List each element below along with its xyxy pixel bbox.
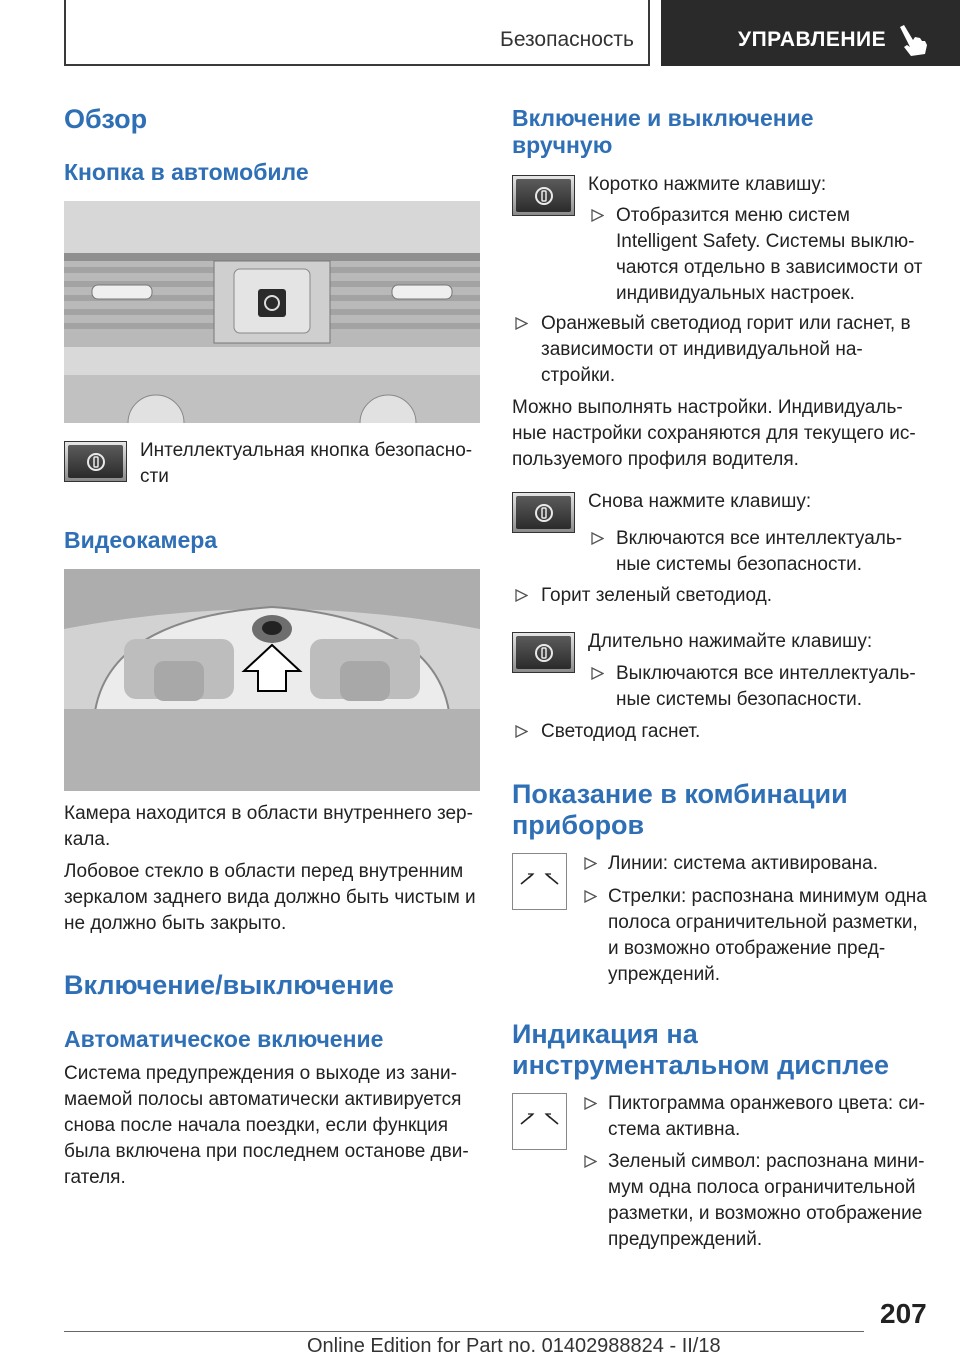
bullet-2-line-1: Оранжевый светодиод горит или гаснет, в [541, 313, 911, 334]
short-press-label: Коротко нажмите клавишу: [588, 174, 827, 195]
bullet-triangle-icon [584, 1155, 597, 1168]
button-subtitle: Кнопка в автомобиле [64, 159, 309, 185]
bullet-3-line-1: Включаются все интеллектуаль- [616, 528, 903, 549]
bullet-9-line-1: Пиктограмма оранжевого цвета: си- [608, 1093, 925, 1114]
bullet-8-line-2: полоса ограничительной разметки, [608, 912, 918, 933]
camera-text-line-1: Камера находится в области внутреннего зер- [64, 803, 473, 824]
safety-button-icon [512, 175, 575, 216]
auto-text-line-5: гателя. [64, 1167, 126, 1188]
settings-text-line-1: Можно выполнять настройки. Индивидуаль- [512, 397, 903, 418]
bullet-1-line-3: чаются отдельно в зависимости от [616, 257, 923, 278]
auto-text-line-3: снова после начала поездки, если функция [64, 1115, 449, 1136]
camera-text-line-2: кала. [64, 829, 111, 850]
safety-button-icon [512, 632, 575, 673]
display-title-line-1: Индикация на [512, 1019, 698, 1049]
bullet-4: Горит зеленый светодиод. [541, 585, 773, 606]
display-title-line-2: инструментальном дисплее [512, 1050, 890, 1080]
auto-text-line-2: маемой полосы автоматически активируется [64, 1089, 462, 1110]
settings-text-line-2: ные настройки сохраняются для текущего ис- [512, 423, 916, 444]
button-caption-line-2: сти [140, 466, 169, 487]
bullet-8-line-4: упреждений. [608, 964, 721, 985]
bullet-triangle-icon [591, 532, 604, 545]
lane-lines-icon [512, 1093, 567, 1150]
bullet-8-line-1: Стрелки: распознана минимум одна [608, 886, 927, 907]
overview-title: Обзор [64, 104, 148, 134]
lane-lines-icon [512, 853, 567, 910]
header-tab[interactable] [661, 0, 960, 66]
bullet-10-line-2: мум одна полоса ограничительной [608, 1177, 916, 1198]
bullet-9-line-2: стема активна. [608, 1119, 741, 1140]
bullet-1-line-1: Отобразится меню систем [616, 205, 850, 226]
page-number: 207 [880, 1298, 927, 1329]
again-press-label: Снова нажмите клавишу: [588, 491, 812, 512]
bullet-triangle-icon [584, 890, 597, 903]
bullet-2-line-3: стройки. [541, 365, 616, 386]
footer-edition: Online Edition for Part no. 01402988824 - II/18 [307, 1335, 721, 1357]
camera-subtitle: Видеокамера [64, 527, 218, 553]
bullet-triangle-icon [591, 209, 604, 222]
settings-text-line-3: пользуемого профиля водителя. [512, 449, 799, 470]
auto-text-line-1: Система предупреждения о выходе из зани- [64, 1063, 457, 1084]
bullet-2-line-2: зависимости от индивидуальной на- [541, 339, 863, 360]
bullet-1-line-2: Intelligent Safety. Системы выклю- [616, 231, 915, 252]
footer-rule [64, 1331, 864, 1332]
glass-text-line-1: Лобовое стекло в области перед внутренним [64, 861, 464, 882]
bullet-5-line-2: ные системы безопасности. [616, 689, 863, 710]
long-press-label: Длительно нажимайте клавишу: [588, 631, 873, 652]
bullet-triangle-icon [584, 1097, 597, 1110]
bullet-10-line-4: предупреждений. [608, 1229, 763, 1250]
bullet-10-line-3: разметки, и возможно отображение [608, 1203, 923, 1224]
bullet-5-line-1: Выключаются все интеллектуаль- [616, 663, 916, 684]
bullet-triangle-icon [515, 589, 528, 602]
safety-button-icon [512, 492, 575, 533]
header-tab-label: УПРАВЛЕНИЕ [738, 28, 887, 51]
bullet-triangle-icon [591, 667, 604, 680]
dashboard-button-photo [64, 201, 480, 423]
onoff-title: Включение/выключение [64, 970, 394, 1000]
bullet-triangle-icon [515, 725, 528, 738]
manual-title-line-1: Включение и выключение [512, 105, 814, 131]
camera-location-photo [64, 569, 480, 791]
bullet-7: Линии: система активирована. [608, 853, 878, 874]
safety-button-icon [64, 441, 127, 482]
bullet-8-line-3: и возможно отображение пред- [608, 938, 886, 959]
glass-text-line-3: не должно быть закрыто. [64, 913, 287, 934]
bullet-10-line-1: Зеленый символ: распознана мини- [608, 1151, 925, 1172]
bullet-3-line-2: ные системы безопасности. [616, 554, 863, 575]
header-section-label: Безопасность [500, 28, 634, 51]
cluster-title-line-1: Показание в комбинации [512, 779, 848, 809]
button-caption-line-1: Интеллектуальная кнопка безопасно- [140, 440, 473, 461]
auto-text-line-4: была включена при последнем останове дви- [64, 1141, 469, 1162]
manual-title-line-2: вручную [512, 132, 613, 158]
bullet-1-line-4: индивидуальных настроек. [616, 283, 855, 304]
glass-text-line-2: зеркалом заднего вида должно быть чистым и [64, 887, 476, 908]
bullet-triangle-icon [515, 317, 528, 330]
bullet-triangle-icon [584, 857, 597, 870]
cluster-title-line-2: приборов [512, 810, 645, 840]
hand-pointer-icon [894, 23, 930, 57]
bullet-6: Светодиод гаснет. [541, 721, 701, 742]
header-section-box [64, 0, 650, 66]
auto-on-subtitle: Автоматическое включение [64, 1026, 384, 1052]
